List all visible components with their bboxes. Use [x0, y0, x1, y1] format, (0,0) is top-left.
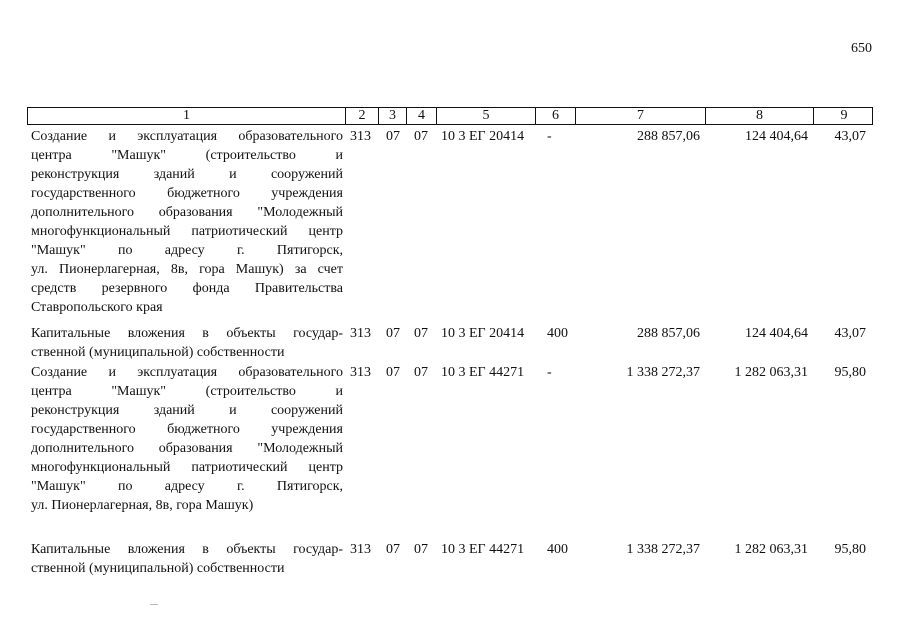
- cell-col-2: 313: [350, 365, 371, 380]
- cell-col-4: 07: [414, 129, 428, 144]
- row-name: [31, 127, 343, 317]
- row-name-line: ул. Пионерлагерная, 8в, гора Машук): [31, 498, 254, 513]
- row-name-line: Капитальные вложения в объекты государ-: [31, 542, 343, 557]
- row-name-line: многофункциональный патриотический центр: [31, 460, 343, 475]
- cell-col-7: 1 338 272,37: [626, 365, 700, 380]
- cell-col-8: 124 404,64: [745, 326, 808, 341]
- header-col-4: 4: [407, 108, 437, 124]
- cell-col-7: 288 857,06: [637, 129, 700, 144]
- cell-col-7: 288 857,06: [637, 326, 700, 341]
- table-header: [27, 107, 873, 125]
- cell-col-8: 124 404,64: [745, 129, 808, 144]
- row-name-line: ственной (муниципальной) собственности: [31, 345, 285, 360]
- cell-col-9: 43,07: [834, 129, 866, 144]
- row-name-line: центра "Машук" (строительство и: [31, 384, 343, 399]
- row-name-line: государственного бюджетного учреждения: [31, 186, 343, 201]
- scan-artifact: [150, 604, 158, 605]
- cell-col-5: 10 3 ЕГ 44271: [441, 365, 525, 380]
- cell-col-4: 07: [414, 326, 428, 341]
- cell-col-2: 313: [350, 326, 371, 341]
- header-col-3: 3: [379, 108, 407, 124]
- header-col-6: 6: [536, 108, 576, 124]
- row-name: [31, 540, 343, 578]
- header-col-5: 5: [437, 108, 536, 124]
- header-col-7: 7: [576, 108, 706, 124]
- row-name-line: ул. Пионерлагерная, 8в, гора Машук) за счет: [31, 262, 343, 277]
- cell-col-6: 400: [547, 542, 568, 557]
- row-name-line: дополнительного образования "Молодежный: [31, 441, 343, 456]
- row-name-line: "Машук" по адресу г. Пятигорск,: [31, 479, 343, 494]
- row-name: [31, 363, 343, 515]
- cell-col-3: 07: [386, 365, 400, 380]
- cell-col-9: 95,80: [834, 365, 866, 380]
- row-name-line: реконструкция зданий и сооружений: [31, 403, 343, 418]
- row-name: [31, 324, 343, 362]
- cell-col-5: 10 3 ЕГ 44271: [441, 542, 525, 557]
- cell-col-9: 43,07: [834, 326, 866, 341]
- cell-col-3: 07: [386, 326, 400, 341]
- row-name-line: Ставропольского края: [31, 300, 163, 315]
- cell-col-2: 313: [350, 129, 371, 144]
- row-name-line: средств резервного фонда Правительства: [31, 281, 343, 296]
- cell-col-6: -: [547, 129, 552, 144]
- cell-col-6: 400: [547, 326, 568, 341]
- cell-col-5: 10 3 ЕГ 20414: [441, 326, 525, 341]
- cell-col-3: 07: [386, 542, 400, 557]
- cell-col-4: 07: [414, 365, 428, 380]
- cell-col-4: 07: [414, 542, 428, 557]
- row-name-line: государственного бюджетного учреждения: [31, 422, 343, 437]
- row-name-line: Капитальные вложения в объекты государ-: [31, 326, 343, 341]
- cell-col-3: 07: [386, 129, 400, 144]
- cell-col-5: 10 3 ЕГ 20414: [441, 129, 525, 144]
- row-name-line: Создание и эксплуатация образовательного: [31, 365, 343, 380]
- header-col-9: 9: [840, 108, 848, 123]
- cell-col-8: 1 282 063,31: [734, 542, 808, 557]
- cell-col-6: -: [547, 365, 552, 380]
- row-name-line: дополнительного образования "Молодежный: [31, 205, 343, 220]
- cell-col-2: 313: [350, 542, 371, 557]
- row-name-line: Создание и эксплуатация образовательного: [31, 129, 343, 144]
- header-col-1: 1: [28, 108, 346, 124]
- row-name-line: центра "Машук" (строительство и: [31, 148, 343, 163]
- row-name-line: многофункциональный патриотический центр: [31, 224, 343, 239]
- cell-col-8: 1 282 063,31: [734, 365, 808, 380]
- header-col-2: 2: [346, 108, 379, 124]
- cell-col-9: 95,80: [834, 542, 866, 557]
- row-name-line: ственной (муниципальной) собственности: [31, 561, 285, 576]
- header-col-8: 8: [706, 108, 814, 124]
- page-number: 650: [851, 41, 872, 56]
- cell-col-7: 1 338 272,37: [626, 542, 700, 557]
- row-name-line: реконструкция зданий и сооружений: [31, 167, 343, 182]
- row-name-line: "Машук" по адресу г. Пятигорск,: [31, 243, 343, 258]
